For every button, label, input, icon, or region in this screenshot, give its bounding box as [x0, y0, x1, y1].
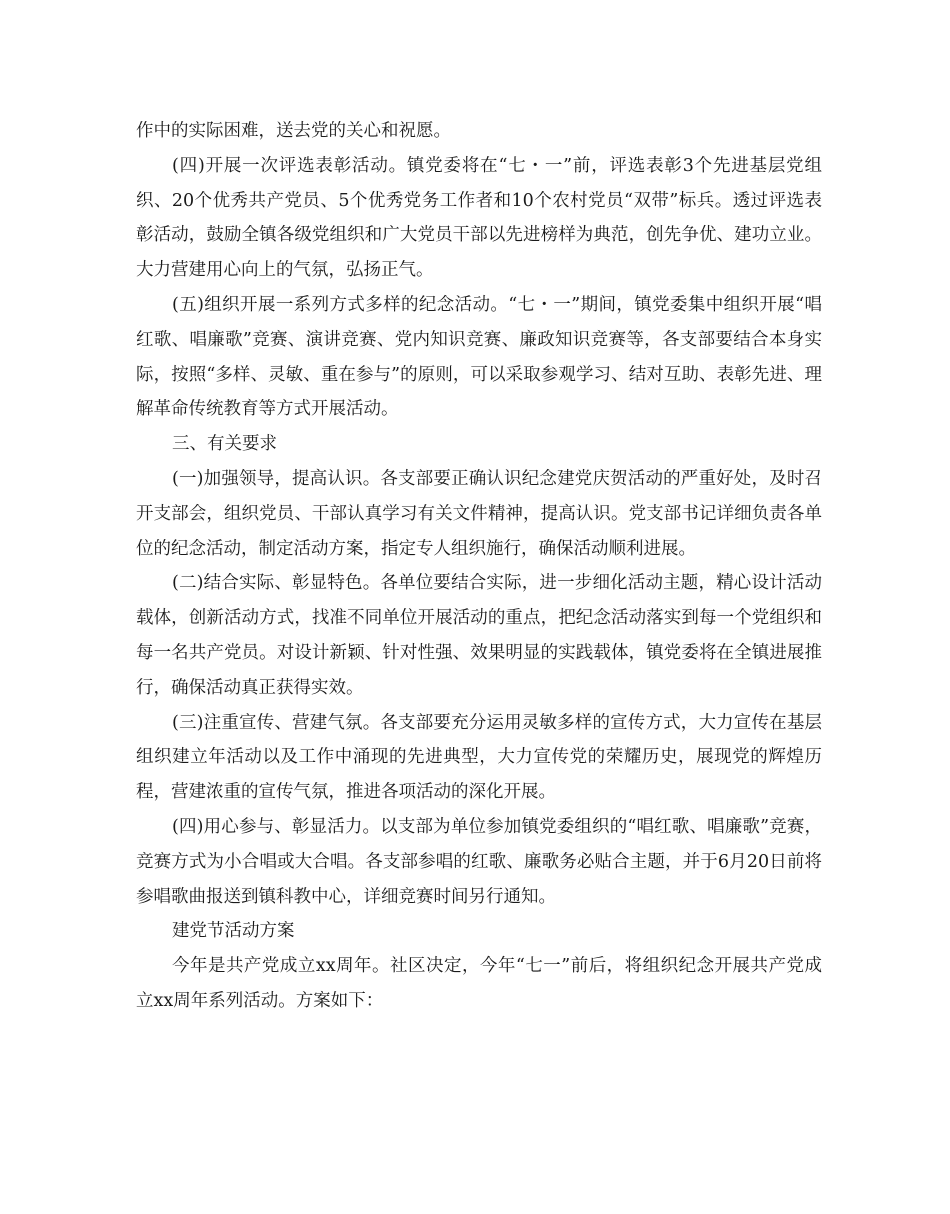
- heading-plan-title: 建党节活动方案: [172, 921, 295, 942]
- paragraph-continuation: 作中的实际困难，送去党的关心和祝愿。: [136, 121, 451, 141]
- paragraph-plan-intro: 今年是共产党成立xx周年。社区决定，今年“七一”前后，将组织纪念开展共产党成立xx周年系列活动。方案如下：: [136, 956, 822, 1011]
- paragraph-publicity: (三)注重宣传、营建气氛。各支部要充分运用灵敏多样的宣传方式，大力宣传在基层组织建立年活动以及工作中涌现的先进典型，大力宣传党的荣耀历史，展现党的辉煌历程，营建浓重的宣传气氛，推进各项活动的深化开展。: [136, 712, 822, 803]
- paragraph-combine-practice: (二)结合实际、彰显特色。各单位要结合实际，进一步细化活动主题，精心设计活动载体，创新活动方式，找准不同单位开展活动的重点，把纪念活动落实到每一个党组织和每一名共产党员。对设计新颖、针对性强、效果明显的实践载体，镇党委将在全镇进展推行，确保活动真正获得实效。: [136, 573, 822, 698]
- section-heading-requirements: 三、有关要求: [172, 434, 277, 455]
- document-page: [136, 114, 822, 1019]
- paragraph-participation: (四)用心参与、彰显活力。以支部为单位参加镇党委组织的“唱红歌、唱廉歌”竞赛，竞赛方式为小合唱或大合唱。各支部参唱的红歌、廉歌务必贴合主题，并于6月20日前将参唱歌曲报送到镇科教中心，详细竞赛时间另行通知。: [136, 816, 822, 907]
- paragraph-commemorative-activities: (五)组织开展一系列方式多样的纪念活动。“七・一”期间，镇党委集中组织开展“唱红歌、唱廉歌”竞赛、演讲竞赛、党内知识竞赛、廉政知识竞赛等，各支部要结合本身实际，按照“多样、灵敏、重在参与”的原则，可以采取参观学习、结对互助、表彰先进、理解革命传统教育等方式开展活动。: [136, 294, 822, 420]
- paragraph-selection-commendation: (四)开展一次评选表彰活动。镇党委将在“七・一”前，评选表彰3个先进基层党组织、20个优秀共产党员、5个优秀党务工作者和10个农村党员“双带”标兵。透过评选表彰活动，鼓励全镇各级党组织和广大党员干部以先进榜样为典范，创先争优、建功立业。大力营建用心向上的气氛，弘扬正气。: [136, 155, 822, 281]
- paragraph-strengthen-leadership: (一)加强领导，提高认识。各支部要正确认识纪念建党庆贺活动的严重好处，及时召开支部会，组织党员、干部认真学习有关文件精神，提高认识。党支部书记详细负责各单位的纪念活动，制定活动方案，指定专人组织施行，确保活动顺利进展。: [136, 468, 822, 559]
